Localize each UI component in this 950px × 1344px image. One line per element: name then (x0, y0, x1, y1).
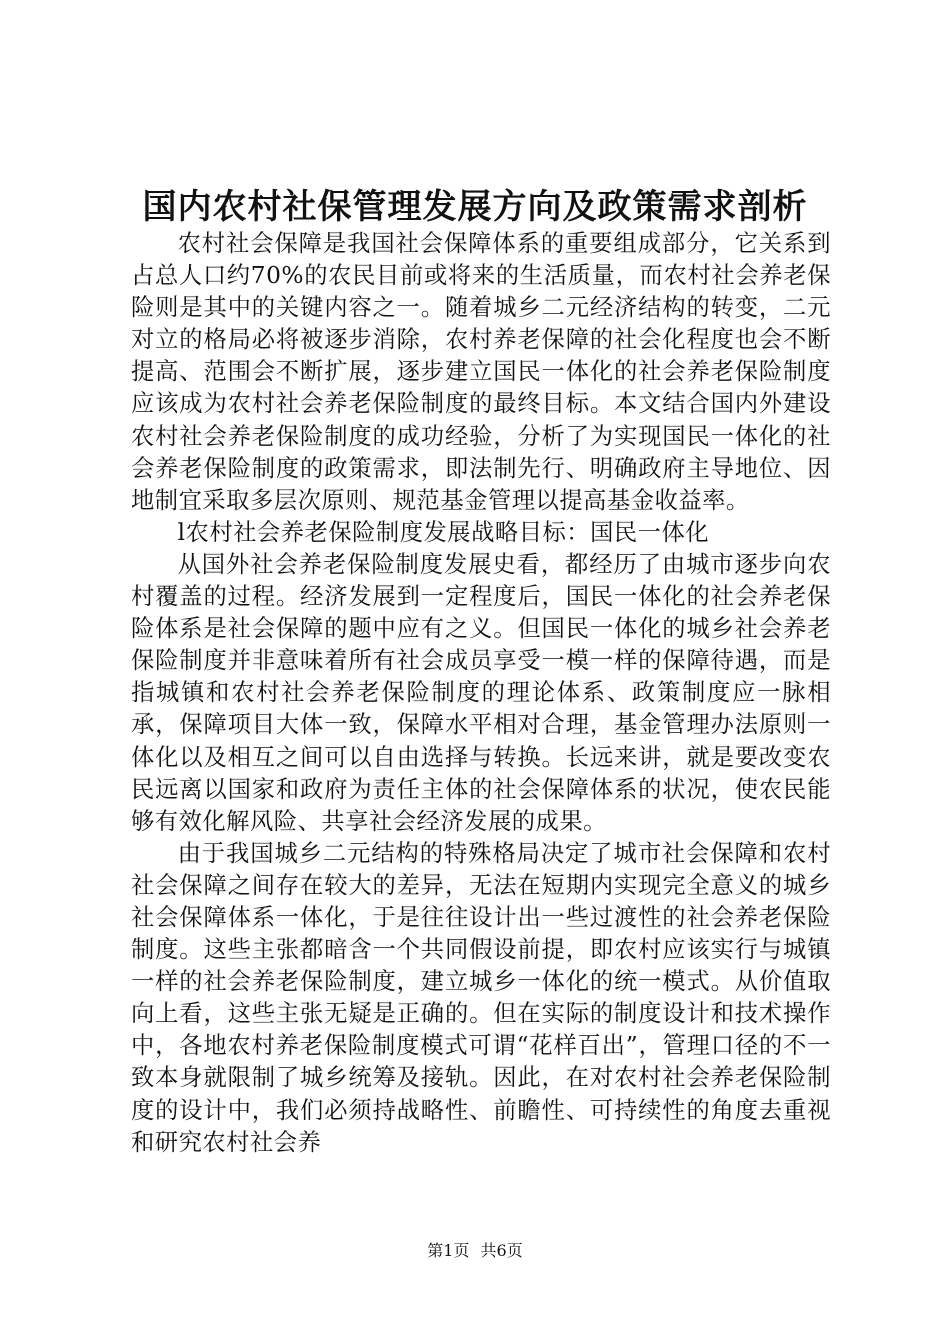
section-heading: l农村社会养老保险制度发展战略目标：国民一体化 (177, 518, 710, 546)
document-title: 国内农村社保管理发展方向及政策需求剖析 (142, 187, 808, 227)
page-total: 共6页 (480, 1241, 523, 1260)
page-footer (0, 1241, 950, 1261)
paragraph-dual-structure: 由于我国城乡二元结构的特殊格局决定了城市社会保障和农村社会保障之间存在较大的差异，无法在短期内实现完全意义的城乡社会保障体系一体化，于是往往设计出一些过渡性的社会养老保险制度。这些主张都暗含一个共同假设前提，即农村应该实行与城镇一样的社会养老保险制度，建立城乡一体化的统一模式。从价值取向上看，这些主张无疑是正确的。但在实际的制度设计和技术操作中，各地农村养老保险制度模式可谓“花样百出”，管理口径的不一致本身就限制了城乡统筹及接轨。因此，在对农村社会养老保险制度的设计中，我们必须持战略性、前瞻性、可持续性的角度去重视和研究农村社会养 (131, 839, 831, 1156)
paragraph-intro: 农村社会保障是我国社会保障体系的重要组成部分，它关系到占总人口约70%的农民目前或将来的生活质量，而农村社会养老保险则是其中的关键内容之一。随着城乡二元经济结构的转变，二元对立的格局必将被逐步消除，农村养老保障的社会化程度也会不断提高、范围会不断扩展，逐步建立国民一体化的社会养老保险制度应该成为农村社会养老保险制度的最终目标。本文结合国内外建设农村社会养老保险制度的成功经验，分析了为实现国民一体化的社会养老保险制度的政策需求，即法制先行、明确政府主导地位、因地制宜采取多层次原则、规范基金管理以提高基金收益率。 (131, 230, 831, 514)
paragraph-foreign-history: 从国外社会养老保险制度发展史看，都经历了由城市逐步向农村覆盖的过程。经济发展到一定程度后，国民一体化的社会养老保险体系是社会保障的题中应有之义。但国民一体化的城乡社会养老保险制度并非意味着所有社会成员享受一模一样的保障待遇，而是指城镇和农村社会养老保险制度的理论体系、政策制度应一脉相承，保障项目大体一致，保障水平相对合理，基金管理办法原则一体化以及相互之间可以自由选择与转换。长远来讲，就是要改变农民远离以国家和政府为责任主体的社会保障体系的状况，使农民能够有效化解风险、共享社会经济发展的成果。 (131, 550, 831, 835)
document-body (131, 228, 831, 1159)
page-number: 第1页 (427, 1241, 470, 1260)
